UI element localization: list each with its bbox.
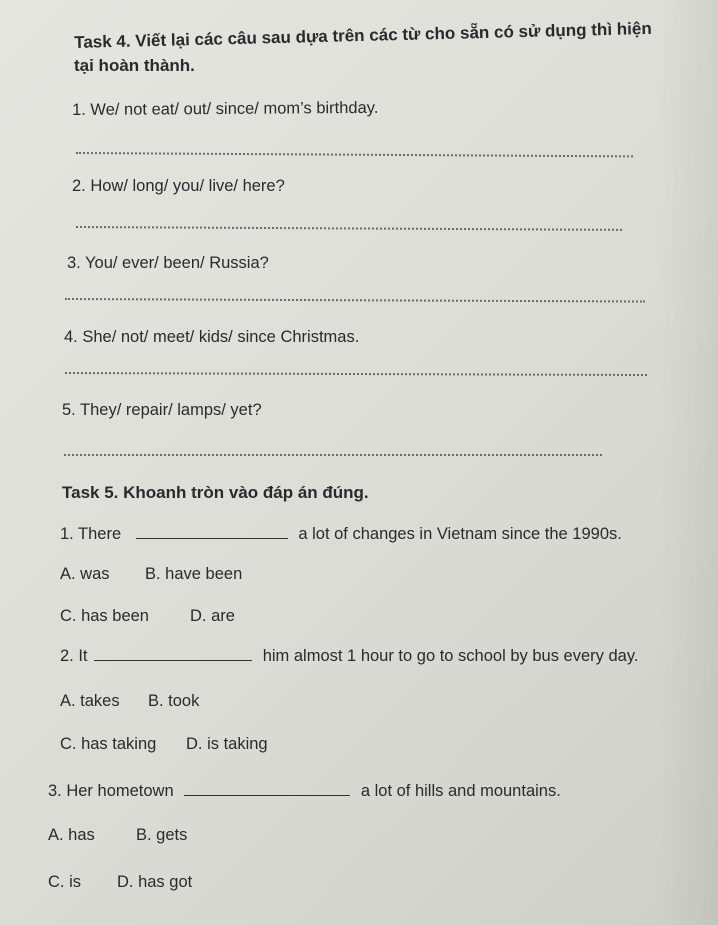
- answer-line-4[interactable]: [65, 372, 647, 376]
- answer-line-1[interactable]: [76, 152, 633, 157]
- task4-item-5: 5. They/ repair/ lamps/ yet?: [62, 401, 262, 419]
- question-1-suffix: a lot of changes in Vietnam since the 1990s.: [298, 525, 622, 543]
- question-2-prefix: 2. It: [60, 647, 88, 665]
- answer-line-5[interactable]: [64, 454, 602, 456]
- question-3: [48, 783, 561, 800]
- question-1-prefix: 1. There: [60, 525, 122, 543]
- task4-title-line1: Task 4. Viết lại các câu sau dựa trên các từ cho sẵn có sử dụng thì hiện: [73, 18, 652, 52]
- q2-option-b[interactable]: B. took: [148, 692, 200, 710]
- task4-item-3: 3. You/ ever/ been/ Russia?: [67, 254, 269, 272]
- paper-shadow: [658, 0, 718, 925]
- q3-option-b[interactable]: B. gets: [136, 826, 188, 844]
- question-1-blank[interactable]: [136, 537, 288, 539]
- task5-title: Task 5. Khoanh tròn vào đáp án đúng.: [62, 483, 369, 502]
- question-2: [60, 648, 638, 665]
- question-2-suffix: him almost 1 hour to go to school by bus every day.: [262, 647, 639, 665]
- question-3-blank[interactable]: [184, 794, 350, 796]
- task4-item-1: 1. We/ not eat/ out/ since/ mom’s birthday.: [71, 98, 379, 119]
- q3-option-d[interactable]: D. has got: [117, 873, 193, 891]
- question-2-blank[interactable]: [94, 659, 252, 661]
- answer-line-3[interactable]: [65, 298, 645, 303]
- question-3-suffix: a lot of hills and mountains.: [360, 782, 561, 800]
- q2-option-a[interactable]: A. takes: [60, 692, 120, 710]
- task4-item-2: 2. How/ long/ you/ live/ here?: [72, 177, 285, 195]
- q3-option-c[interactable]: C. is: [48, 873, 81, 891]
- q1-option-d[interactable]: D. are: [190, 607, 235, 625]
- q2-option-d[interactable]: D. is taking: [186, 735, 268, 753]
- q1-option-c[interactable]: C. has been: [60, 607, 149, 625]
- q3-option-a[interactable]: A. has: [48, 826, 95, 844]
- q2-option-c[interactable]: C. has taking: [60, 735, 157, 753]
- q1-option-b[interactable]: B. have been: [145, 565, 243, 583]
- question-1: [60, 526, 622, 543]
- task4-title-line2: tại hoàn thành.: [74, 56, 195, 75]
- task4-item-4: 4. She/ not/ meet/ kids/ since Christmas.: [64, 328, 360, 346]
- q1-option-a[interactable]: A. was: [60, 565, 110, 583]
- question-3-prefix: 3. Her hometown: [48, 782, 174, 800]
- answer-line-2[interactable]: [76, 226, 622, 231]
